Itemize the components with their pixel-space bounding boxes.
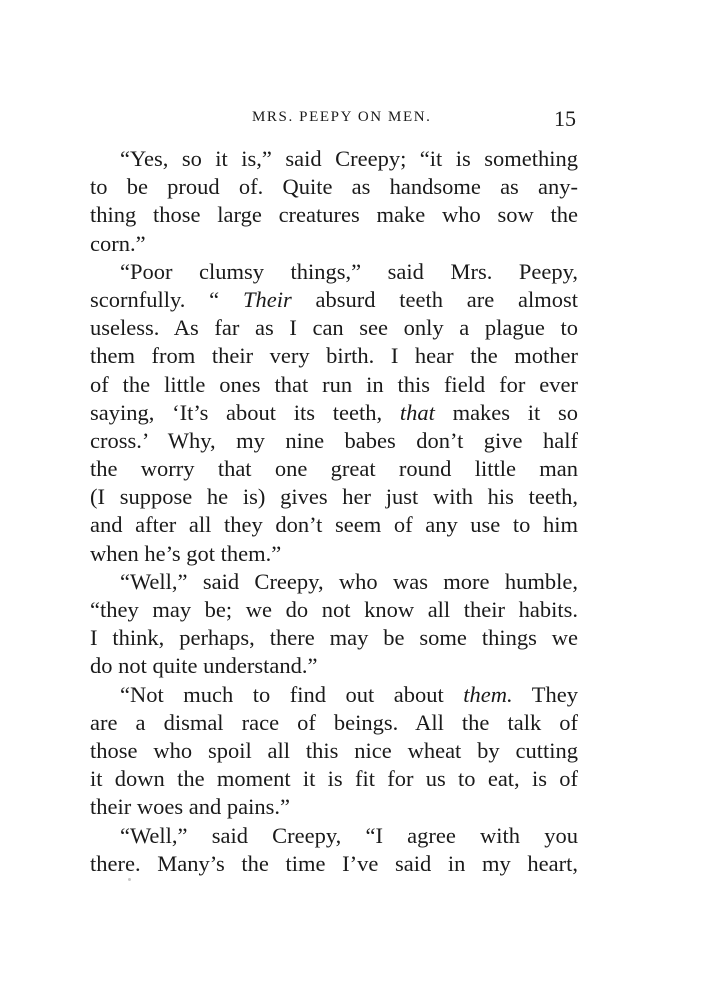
text-line: [90, 652, 578, 680]
text-run: (I suppose he is) gives her just with his teeth,: [90, 484, 578, 510]
text-line: [90, 286, 578, 314]
text-line: [90, 511, 578, 539]
text-run: when he’s got them.”: [90, 540, 282, 566]
text-line: [90, 201, 578, 229]
text-line: [90, 681, 578, 709]
text-run: corn.”: [90, 230, 146, 256]
text-run: their woes and pains.”: [90, 794, 290, 820]
text-line: [90, 765, 578, 793]
body-text: [90, 145, 578, 878]
page-number: 15: [554, 106, 576, 131]
text-line: [90, 173, 578, 201]
text-run: it down the moment it is fit for us to eat, is of: [90, 766, 578, 792]
text-run: “they may be; we do not know all their habits.: [90, 597, 578, 622]
text-run: thing those large creatures make who sow the: [90, 202, 578, 228]
text-line: [90, 230, 578, 258]
text-run: to be proud of. Quite as handsome as any-: [90, 174, 578, 200]
text-run: “Yes, so it is,” said Creepy; “it is something: [120, 146, 578, 171]
text-run: “Not much to find out about: [120, 681, 464, 707]
text-run: useless. As far as I can see only a plague to: [90, 315, 578, 341]
text-run: and after all they don’t seem of any use to him: [90, 512, 578, 538]
text-run: I think, perhaps, there may be some things we: [90, 625, 578, 651]
text-line: [90, 483, 578, 511]
italic-text: Their: [242, 286, 292, 312]
text-run: the worry that one great round little man: [90, 456, 578, 482]
text-run: saying, ‘It’s about its teeth,: [90, 399, 400, 425]
text-line: [90, 399, 578, 427]
text-run: scornfully. “: [90, 286, 243, 312]
text-line: [90, 793, 578, 821]
text-line: [90, 314, 578, 342]
text-line: [90, 624, 578, 652]
text-run: They: [512, 681, 578, 707]
text-run: “Poor clumsy things,” said Mrs. Peepy,: [120, 258, 578, 284]
text-run: are a dismal race of beings. All the talk of: [90, 709, 578, 735]
text-run: “Well,” said Creepy, who was more humble,: [120, 568, 578, 594]
italic-text: them.: [463, 681, 513, 707]
text-line: [90, 258, 578, 286]
paper-speck: [128, 878, 131, 881]
running-head: [90, 106, 578, 132]
text-run: them from their very birth. I hear the mother: [90, 343, 578, 369]
italic-text: that: [399, 399, 435, 425]
text-line: [90, 540, 578, 568]
text-line: [90, 850, 578, 878]
text-run: those who spoil all this nice wheat by cutting: [90, 737, 578, 763]
text-line: [90, 822, 578, 850]
text-line: [90, 455, 578, 483]
text-line: [90, 427, 578, 455]
text-run: absurd teeth are almost: [291, 286, 578, 312]
text-line: [90, 596, 578, 624]
text-line: [90, 709, 578, 737]
text-line: [90, 342, 578, 370]
text-run: of the little ones that run in this field for ever: [90, 371, 578, 397]
text-line: [90, 568, 578, 596]
text-run: there. Many’s the time I’ve said in my heart,: [90, 850, 578, 876]
text-run: cross.’ Why, my nine babes don’t give half: [90, 427, 578, 453]
text-line: [90, 145, 578, 173]
text-run: makes it so: [434, 399, 578, 425]
running-title: MRS. PEEPY ON MEN.: [252, 109, 432, 125]
text-run: “Well,” said Creepy, “I agree with you: [120, 822, 578, 848]
text-run: do not quite understand.”: [90, 653, 318, 679]
text-line: [90, 371, 578, 399]
text-line: [90, 737, 578, 765]
